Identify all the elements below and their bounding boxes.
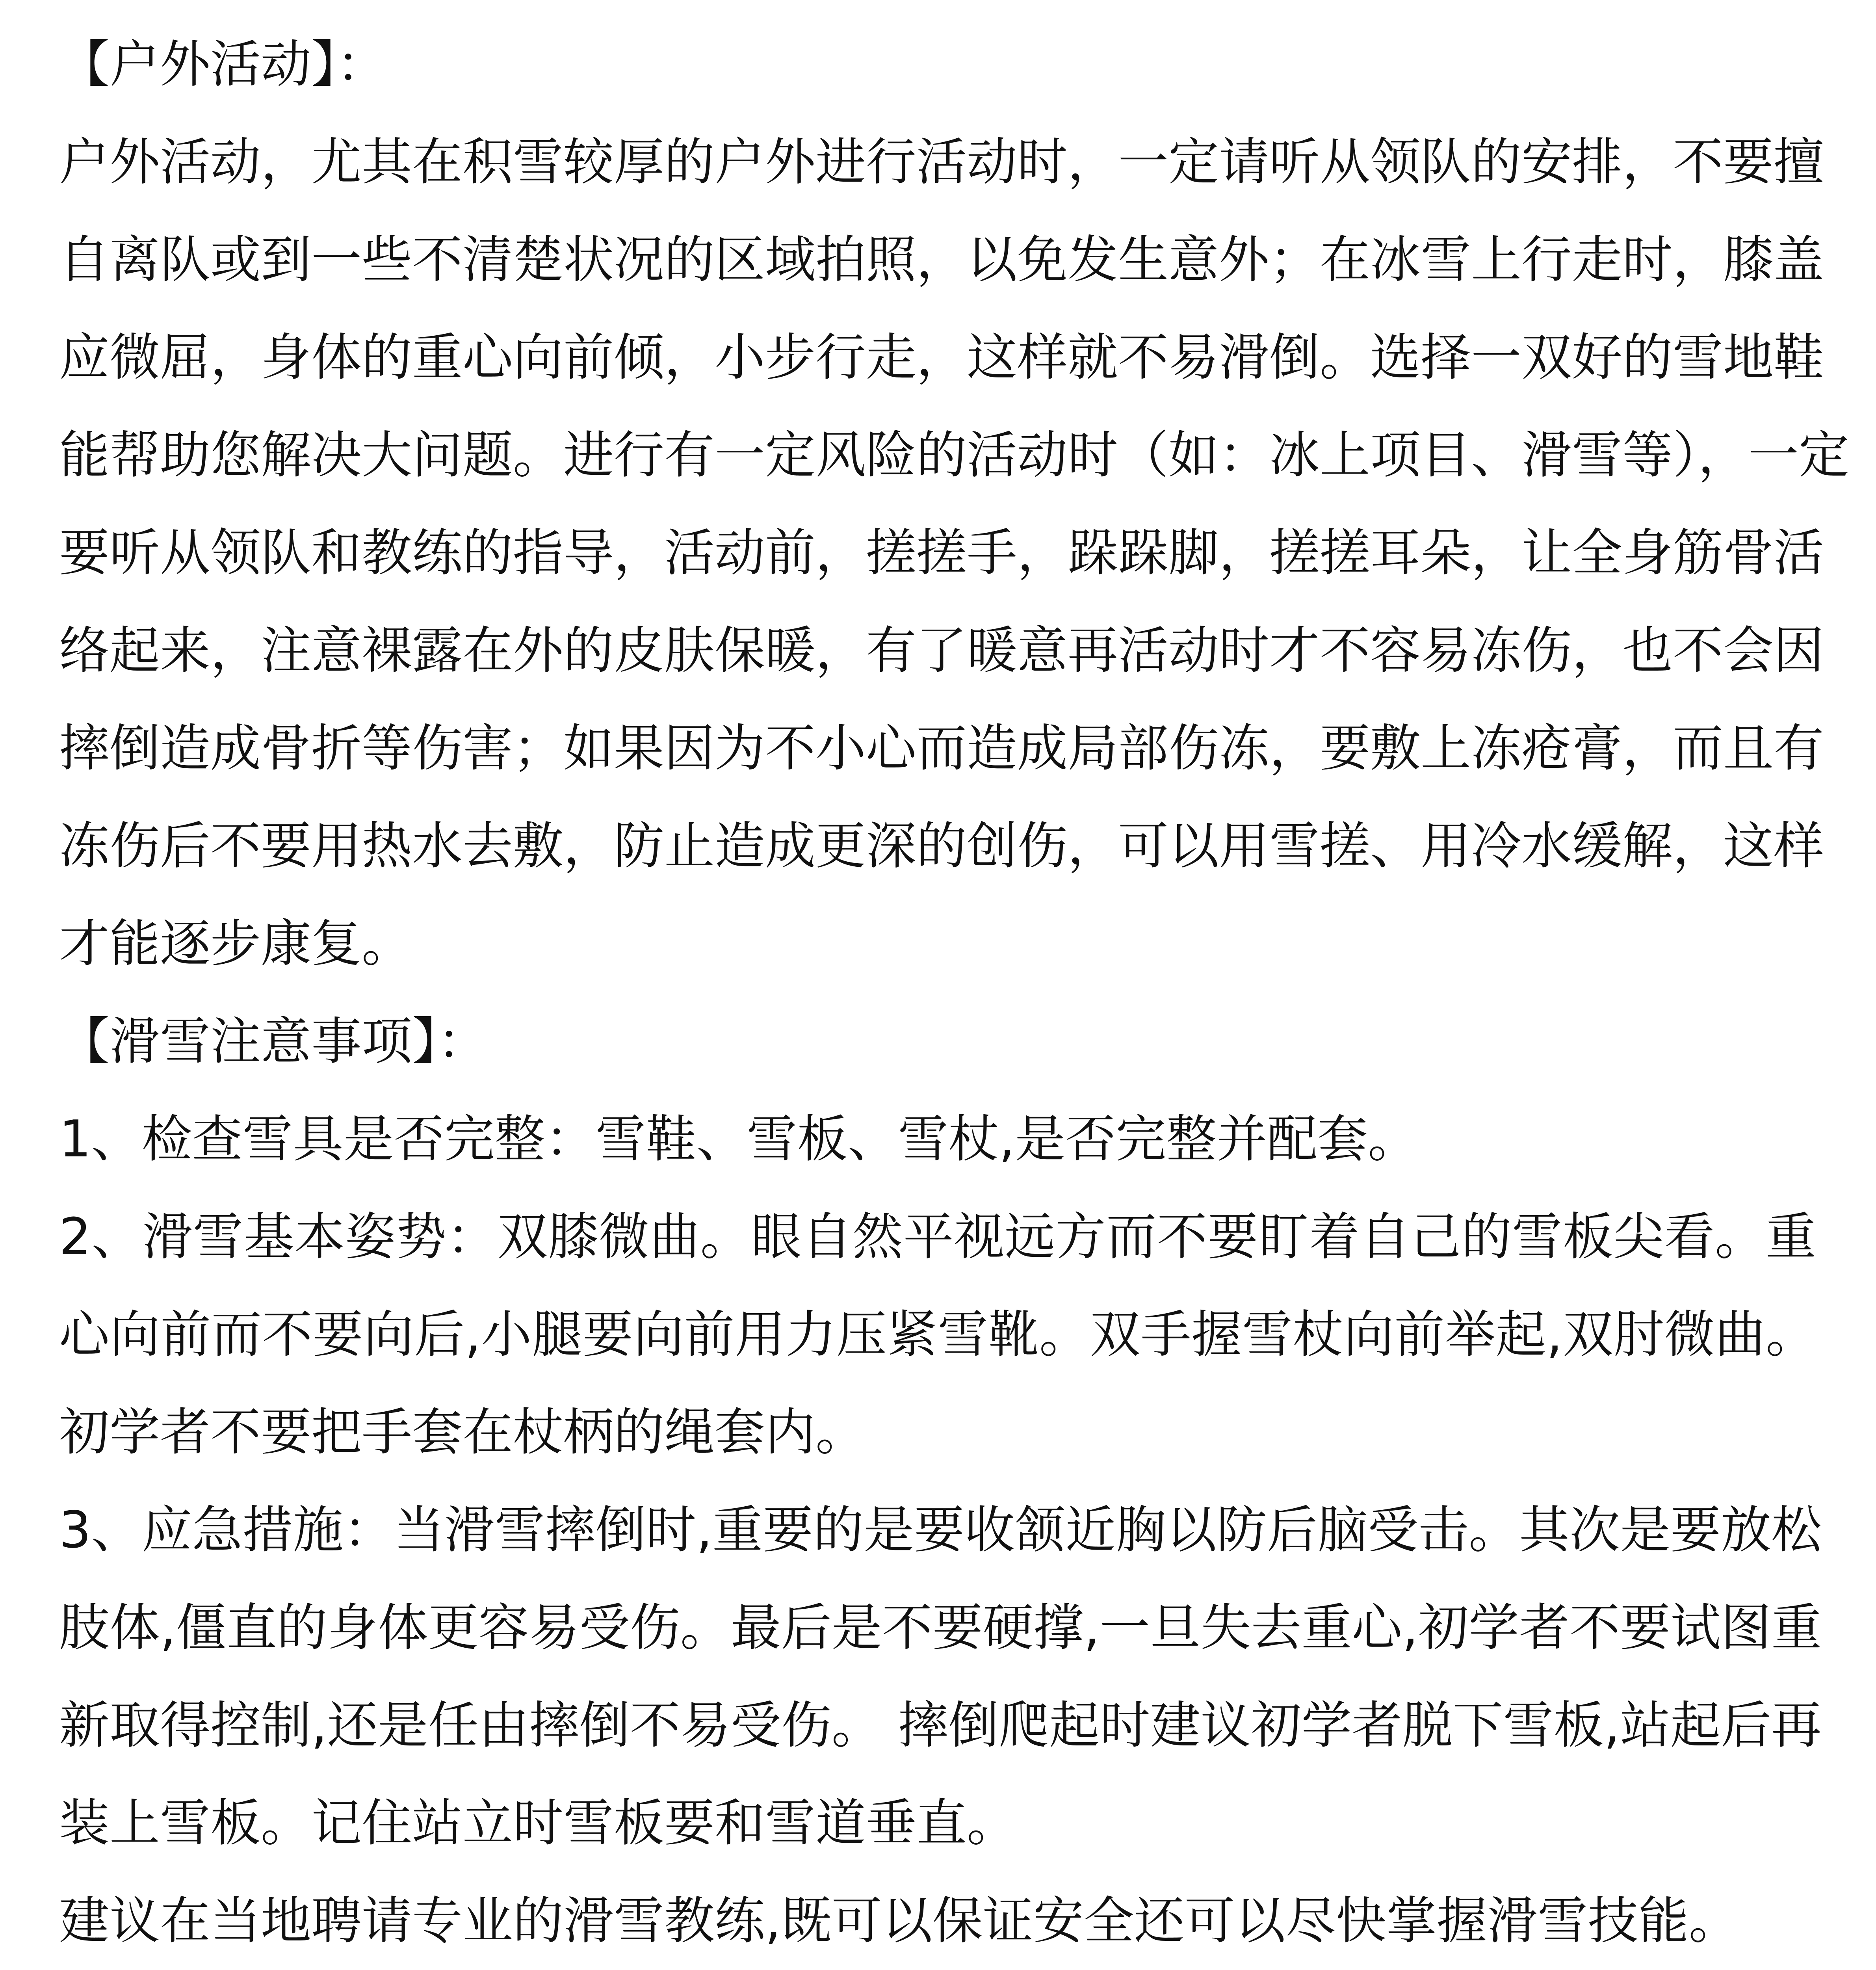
- paragraph-line: 摔倒造成骨折等伤害；如果因为不小心而造成局部伤冻，要敷上冻疮膏，而且有: [59, 719, 1824, 778]
- paragraph-line: 络起来，注意裸露在外的皮肤保暖，有了暖意再活动时才不容易冻伤，也不会因: [59, 621, 1824, 680]
- section-title-ski: 【滑雪注意事项】：: [59, 1012, 488, 1071]
- list-item: 装上雪板。记住站立时雪板要和雪道垂直。: [59, 1794, 1018, 1853]
- list-item: 建议在当地聘请专业的滑雪教练,既可以保证安全还可以尽快掌握滑雪技能。: [59, 1892, 1739, 1950]
- paragraph-line: 自离队或到一些不清楚状况的区域拍照，以免发生意外；在冰雪上行走时，膝盖: [59, 230, 1824, 289]
- list-item: 心向前而不要向后,小腿要向前用力压紧雪靴。双手握雪杖向前举起,双肘微曲。: [59, 1305, 1816, 1364]
- list-item: 肢体,僵直的身体更容易受伤。最后是不要硬撑,一旦失去重心,初学者不要试图重: [59, 1598, 1822, 1657]
- document-body: [59, 16, 1850, 1970]
- paragraph-line: 能帮助您解决大问题。进行有一定风险的活动时（如：冰上项目、滑雪等），一定: [59, 426, 1850, 485]
- section-title-outdoor: 【户外活动】：: [59, 35, 387, 94]
- paragraph-line: 冻伤后不要用热水去敷，防止造成更深的创伤，可以用雪搓、用冷水缓解，这样: [59, 817, 1824, 875]
- paragraph-line: 要听从领队和教练的指导，活动前，搓搓手，跺跺脚，搓搓耳朵，让全身筋骨活: [59, 524, 1824, 582]
- list-item: 新取得控制,还是任由摔倒不易受伤。 摔倒爬起时建议初学者脱下雪板,站起后再: [59, 1696, 1822, 1755]
- paragraph-line: 户外活动，尤其在积雪较厚的户外进行活动时，一定请听从领队的安排，不要擅: [59, 133, 1824, 191]
- list-item: 1、检查雪具是否完整：雪鞋、雪板、雪杖,是否完整并配套。: [59, 1110, 1419, 1169]
- paragraph-line: 应微屈，身体的重心向前倾，小步行走，这样就不易滑倒。选择一双好的雪地鞋: [59, 328, 1824, 387]
- paragraph-line: 才能逐步康复。: [59, 914, 412, 973]
- list-item: 2、滑雪基本姿势：双膝微曲。眼自然平视远方而不要盯着自己的雪板尖看。重: [59, 1208, 1816, 1266]
- list-item: 3、应急措施：当滑雪摔倒时,重要的是要收颔近胸以防后脑受击。其次是要放松: [59, 1501, 1822, 1559]
- list-item: 初学者不要把手套在杖柄的绳套内。: [59, 1403, 866, 1462]
